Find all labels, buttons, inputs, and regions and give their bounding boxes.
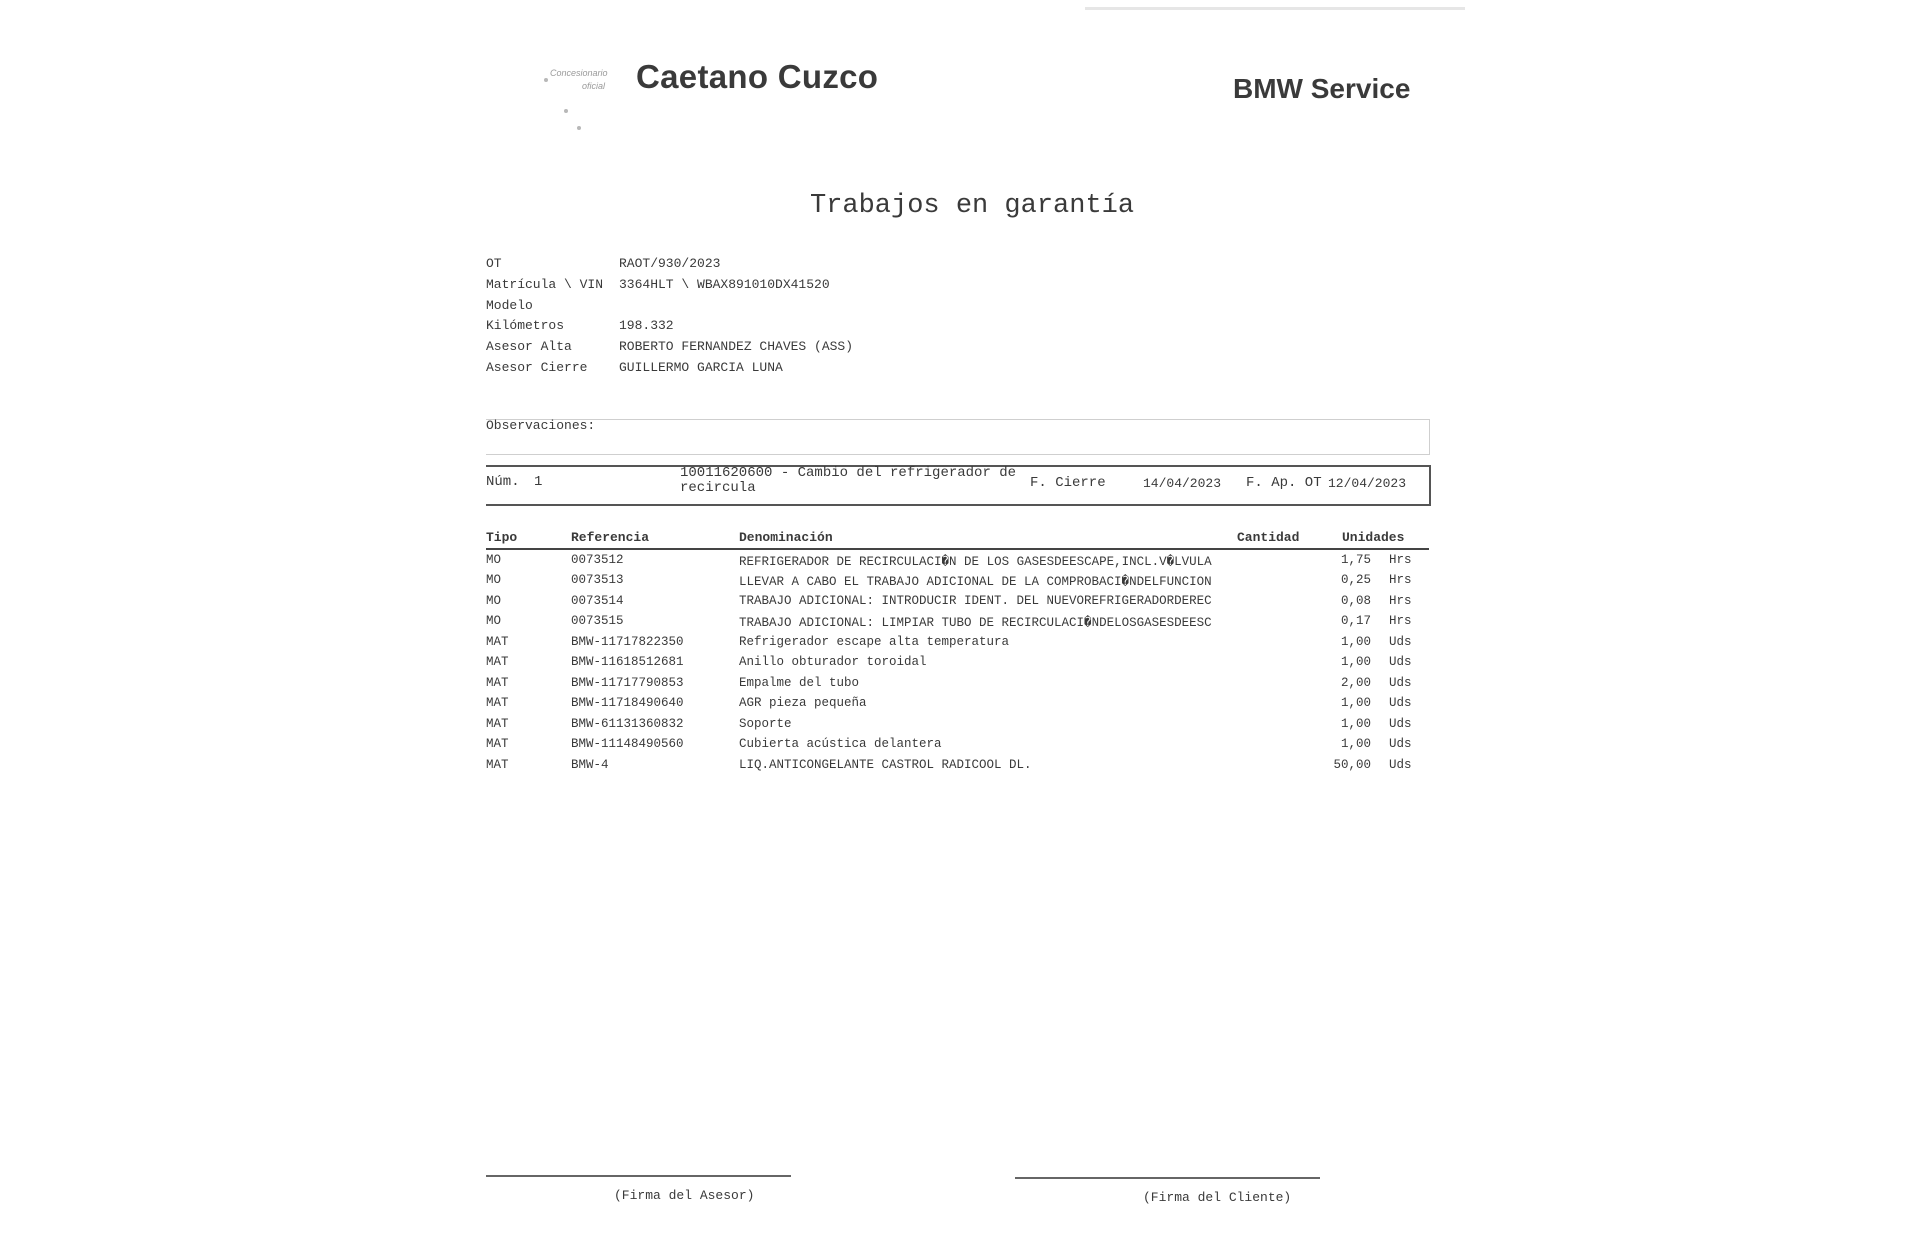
cell-denominacion: REFRIGERADOR DE RECIRCULACI�N DE LOS GASESDEESCAPE,INCL.V�LVULA <box>739 555 1212 569</box>
logo-dot <box>564 109 568 113</box>
logo-dot <box>544 78 548 82</box>
cell-cantidad: 1,00 <box>1340 737 1371 751</box>
cell-denominacion: TRABAJO ADICIONAL: LIMPIAR TUBO DE RECIRCULACI�NDELOSGASESDEESC <box>739 616 1212 630</box>
cell-denominacion: LLEVAR A CABO EL TRABAJO ADICIONAL DE LA COMPROBACI�NDELFUNCION <box>739 575 1212 589</box>
table-row <box>486 573 1446 593</box>
info-value: GUILLERMO GARCIA LUNA <box>619 360 783 375</box>
cell-referencia: 0073512 <box>571 553 624 567</box>
cell-tipo: MO <box>486 614 502 628</box>
cell-cantidad: 1,00 <box>1340 635 1371 649</box>
advisor-signature-line <box>486 1175 791 1177</box>
cell-denominacion: Cubierta acústica delantera <box>739 737 942 751</box>
cell-unidades: Hrs <box>1389 553 1412 567</box>
cell-cantidad: 1,00 <box>1340 696 1371 710</box>
cell-denominacion: Soporte <box>739 717 792 731</box>
cell-referencia: BMW-11717822350 <box>571 635 684 649</box>
info-label: Kilómetros <box>486 318 565 333</box>
table-row <box>486 553 1446 573</box>
info-label: Matrícula \ VIN <box>486 277 604 292</box>
cell-referencia: BMW-4 <box>571 758 609 772</box>
cell-referencia: 0073515 <box>571 614 624 628</box>
cell-cantidad: 50,00 <box>1333 758 1371 772</box>
cell-denominacion: TRABAJO ADICIONAL: INTRODUCIR IDENT. DEL NUEVOREFRIGERADORDEREC <box>739 594 1212 608</box>
logo-dot <box>577 126 581 130</box>
dealer-logo-mark <box>530 62 630 142</box>
info-label: Modelo <box>486 298 533 313</box>
client-signature-line <box>1015 1177 1320 1179</box>
cell-unidades: Hrs <box>1389 614 1412 628</box>
info-label: Asesor Alta <box>486 339 572 354</box>
operation-num-label: Núm. <box>486 474 520 490</box>
cell-cantidad: 1,00 <box>1340 655 1371 669</box>
cell-tipo: MAT <box>486 635 509 649</box>
cell-referencia: 0073513 <box>571 573 624 587</box>
column-header-tipo: Tipo <box>486 530 518 545</box>
cell-denominacion: Refrigerador escape alta temperatura <box>739 635 1010 649</box>
cell-unidades: Uds <box>1389 717 1412 731</box>
cell-cantidad: 1,00 <box>1340 717 1371 731</box>
table-row <box>486 717 1446 737</box>
info-value: 198.332 <box>619 318 674 333</box>
table-row <box>486 676 1446 696</box>
column-header-referencia: Referencia <box>571 530 650 545</box>
table-header-rule <box>486 548 1429 550</box>
operation-description: 10011620600 - Cambio del refrigerador de recircula <box>680 465 1017 496</box>
cell-tipo: MO <box>486 573 502 587</box>
cell-referencia: BMW-11717790853 <box>571 676 684 690</box>
cell-referencia: BMW-61131360832 <box>571 717 684 731</box>
column-header-denominacion: Denominación <box>739 530 833 545</box>
advisor-signature-label: (Firma del Asesor) <box>614 1188 755 1203</box>
cell-referencia: BMW-11148490560 <box>571 737 684 751</box>
document-title: Trabajos en garantía <box>810 191 1135 221</box>
cell-unidades: Hrs <box>1389 573 1412 587</box>
cell-unidades: Uds <box>1389 758 1412 772</box>
cell-referencia: 0073514 <box>571 594 624 608</box>
cell-referencia: BMW-11618512681 <box>571 655 684 669</box>
cell-unidades: Uds <box>1389 676 1412 690</box>
service-brand: BMW Service <box>1233 73 1411 104</box>
cell-cantidad: 2,00 <box>1340 676 1371 690</box>
cell-tipo: MO <box>486 594 502 608</box>
table-row <box>486 696 1446 716</box>
close-date-value: 14/04/2023 <box>1143 476 1222 491</box>
cell-tipo: MAT <box>486 758 509 772</box>
cell-referencia: BMW-11718490640 <box>571 696 684 710</box>
column-header-cantidad: Cantidad <box>1237 530 1300 545</box>
observations-label: Observaciones: <box>486 418 596 433</box>
table-row <box>486 737 1446 757</box>
table-row <box>486 614 1446 634</box>
cell-tipo: MAT <box>486 717 509 731</box>
cell-tipo: MAT <box>486 676 509 690</box>
info-value: ROBERTO FERNANDEZ CHAVES (ASS) <box>619 339 854 354</box>
cell-cantidad: 0,25 <box>1340 573 1371 587</box>
company-name: Caetano Cuzco <box>636 58 879 95</box>
client-signature-label: (Firma del Cliente) <box>1143 1190 1292 1205</box>
cell-cantidad: 0,17 <box>1340 614 1371 628</box>
table-row <box>486 594 1446 614</box>
table-row <box>486 655 1446 675</box>
scan-edge-line <box>1085 7 1465 10</box>
cell-tipo: MO <box>486 553 502 567</box>
cell-denominacion: Anillo obturador toroidal <box>739 655 927 669</box>
info-label: OT <box>486 256 502 271</box>
open-date-value: 12/04/2023 <box>1328 476 1407 491</box>
cell-denominacion: Empalme del tubo <box>739 676 860 690</box>
cell-unidades: Uds <box>1389 635 1412 649</box>
cell-tipo: MAT <box>486 737 509 751</box>
table-row <box>486 635 1446 655</box>
info-label: Asesor Cierre <box>486 360 588 375</box>
observations-box <box>486 419 1430 455</box>
close-date-label: F. Cierre <box>1030 475 1106 491</box>
table-row <box>486 758 1446 778</box>
cell-unidades: Hrs <box>1389 594 1412 608</box>
logo-tagline-2: oficial <box>582 81 606 91</box>
cell-unidades: Uds <box>1389 696 1412 710</box>
cell-denominacion: LIQ.ANTICONGELANTE CASTROL RADICOOL DL. <box>739 758 1032 772</box>
logo-tagline-1: Concesionario <box>550 68 608 78</box>
operation-num-value: 1 <box>534 474 543 490</box>
cell-unidades: Uds <box>1389 655 1412 669</box>
cell-denominacion: AGR pieza pequeña <box>739 696 867 710</box>
cell-tipo: MAT <box>486 696 509 710</box>
cell-unidades: Uds <box>1389 737 1412 751</box>
column-header-unidades: Unidades <box>1342 530 1405 545</box>
cell-cantidad: 1,75 <box>1340 553 1371 567</box>
info-value: RAOT/930/2023 <box>619 256 721 271</box>
cell-cantidad: 0,08 <box>1340 594 1371 608</box>
info-value: 3364HLT \ WBAX891010DX41520 <box>619 277 830 292</box>
cell-tipo: MAT <box>486 655 509 669</box>
open-date-label: F. Ap. OT <box>1246 475 1322 491</box>
